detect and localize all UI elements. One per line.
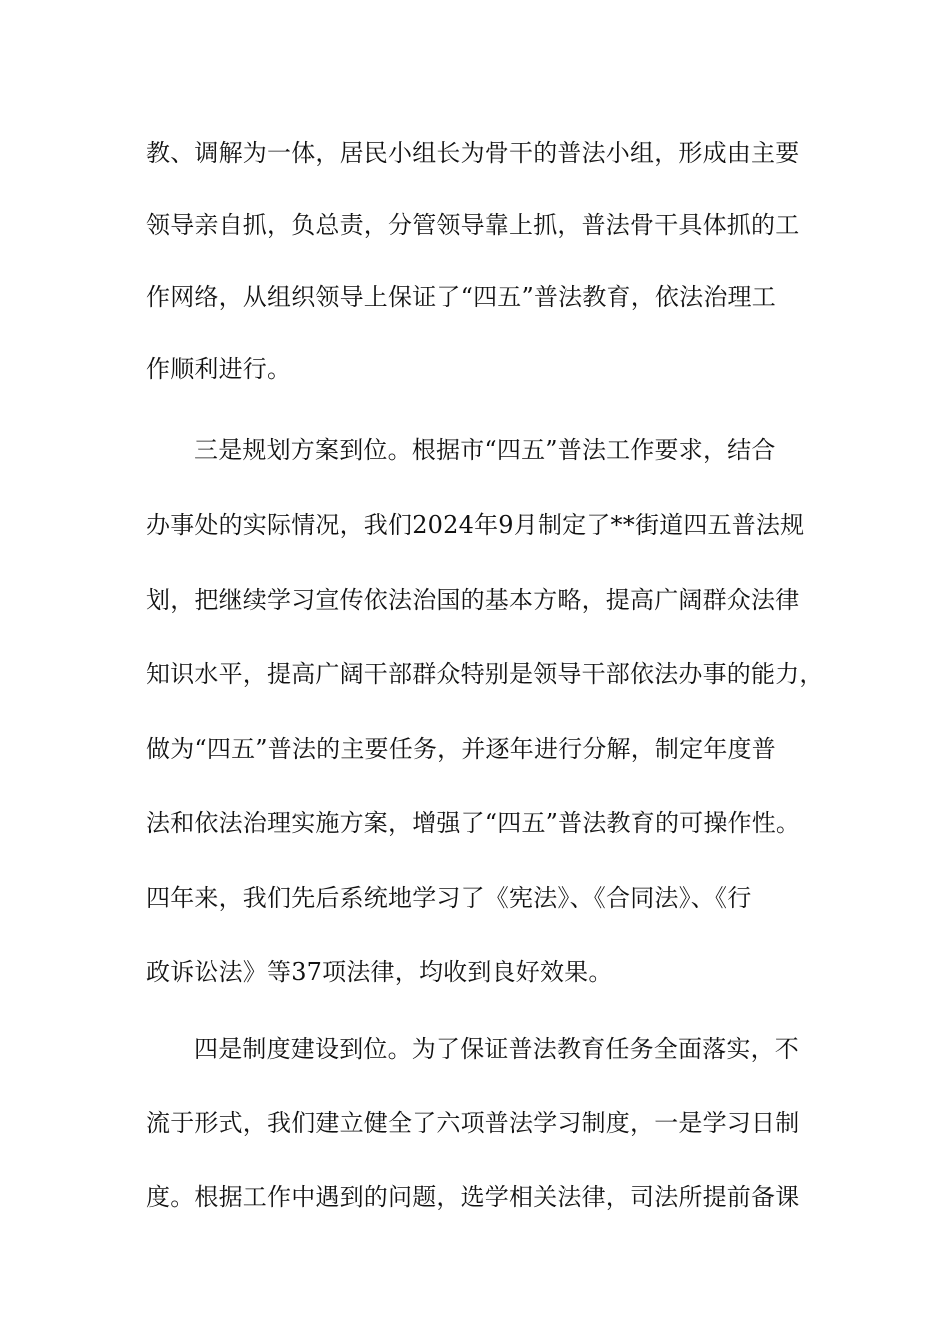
text-line: 作顺利进行。 [146, 355, 292, 383]
text-line: 度。根据工作中遇到的问题，选学相关法律，司法所提前备课 [146, 1183, 800, 1211]
paragraph-start-line: 三是规划方案到位。根据市“四五”普法工作要求，结合 [194, 436, 776, 464]
text-line: 领导亲自抓，负总责，分管领导靠上抓，普法骨干具体抓的工 [146, 211, 800, 239]
text-line: 流于形式，我们建立健全了六项普法学习制度，一是学习日制 [146, 1109, 800, 1137]
text-line: 知识水平，提高广阔干部群众特别是领导干部依法办事的能力， [146, 660, 824, 688]
text-line: 四年来，我们先后系统地学习了《宪法》、《合同法》、《行 [146, 884, 752, 912]
text-line: 作网络，从组织领导上保证了“四五”普法教育，依法治理工 [146, 283, 776, 311]
text-line: 教、调解为一体，居民小组长为骨干的普法小组，形成由主要 [146, 139, 800, 167]
text-line: 办事处的实际情况，我们2024年9月制定了**街道四五普法规 [146, 511, 805, 539]
text-line: 法和依法治理实施方案，增强了“四五”普法教育的可操作性。 [146, 809, 801, 837]
text-line: 做为“四五”普法的主要任务，并逐年进行分解，制定年度普 [146, 735, 776, 763]
text-line: 划，把继续学习宣传依法治国的基本方略，提高广阔群众法律 [146, 586, 800, 614]
text-line: 政诉讼法》等37项法律，均收到良好效果。 [146, 958, 613, 986]
paragraph-start-line: 四是制度建设到位。为了保证普法教育任务全面落实，不 [194, 1035, 799, 1063]
